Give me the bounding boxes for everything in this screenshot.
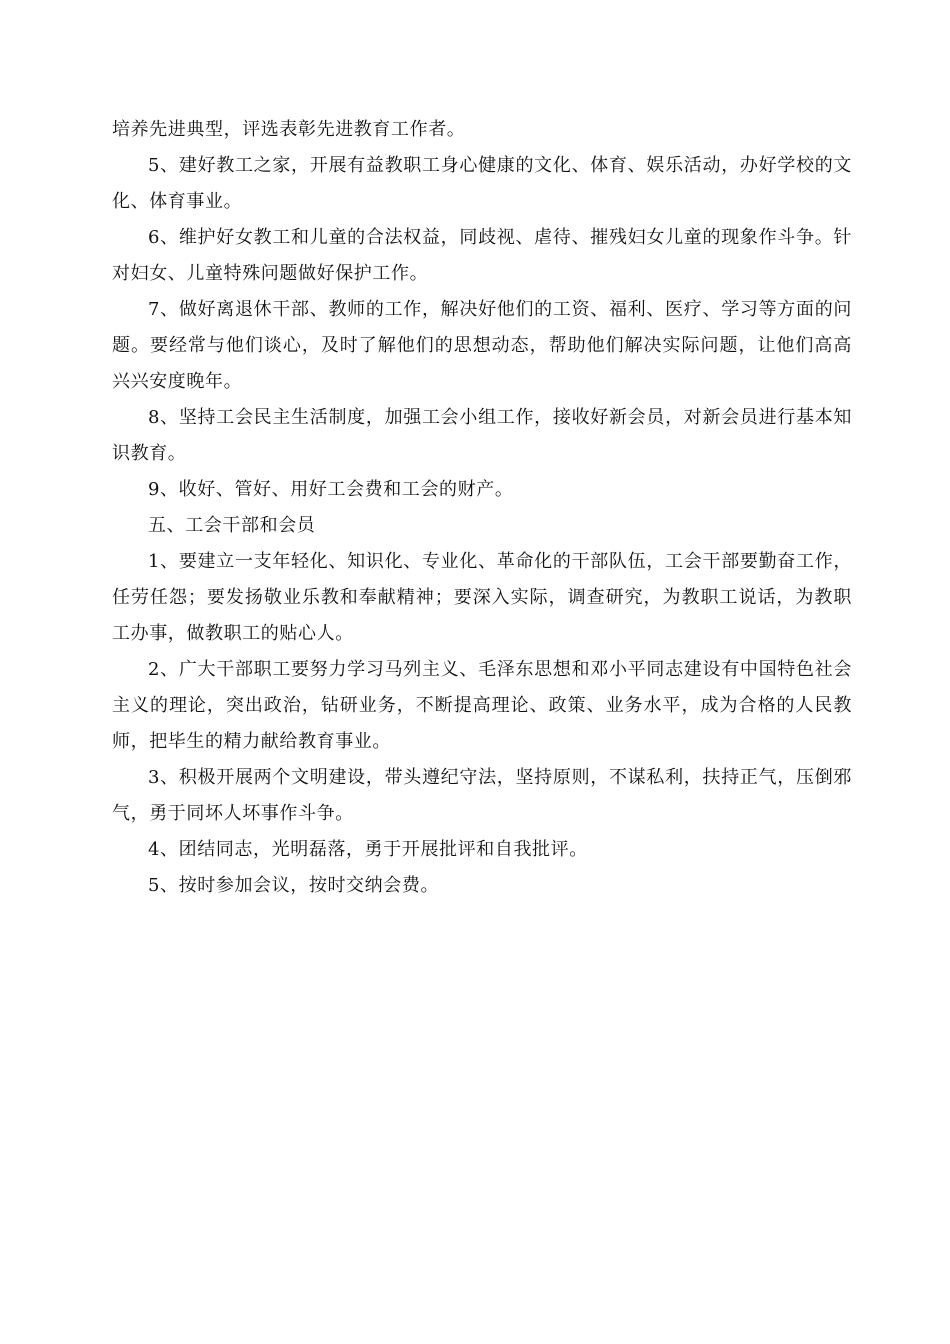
paragraph-item-9-union-fees: 9、收好、管好、用好工会费和工会的财产。 xyxy=(148,479,514,500)
section-heading-cadres-members: 五、工会干部和会员 xyxy=(148,515,316,536)
paragraph-cadre-item-5: 5、按时参加会议，按时交纳会费。 xyxy=(148,875,440,896)
document-body xyxy=(112,112,852,904)
paragraph-continuation: 培养先进典型，评选表彰先进教育工作者。 xyxy=(112,119,466,140)
paragraph-cadre-item-2: 2、广大干部职工要努力学习马列主义、毛泽东思想和邓小平同志建设有中国特色社会主义的理论，突出政治，钻研业务，不断提高理论、政策、业务水平，成为合格的人民教师，把毕生的精力献给教育事业。 xyxy=(112,659,852,752)
paragraph-cadre-item-1: 1、要建立一支年轻化、知识化、专业化、革命化的干部队伍，工会干部要勤奋工作，任劳任怨；要发扬敬业乐教和奉献精神；要深入实际，调查研究，为教职工说话，为教职工办事，做教职工的贴心人。 xyxy=(112,551,852,644)
paragraph-item-8-union-democracy: 8、坚持工会民主生活制度，加强工会小组工作，接收好新会员，对新会员进行基本知识教育。 xyxy=(112,407,852,464)
paragraph-item-6-women-children-rights: 6、维护好女教工和儿童的合法权益，同歧视、虐待、摧残妇女儿童的现象作斗争。针对妇女、儿童特殊问题做好保护工作。 xyxy=(112,227,852,284)
paragraph-item-7-retirees: 7、做好离退休干部、教师的工作，解决好他们的工资、福利、医疗、学习等方面的问题。要经常与他们谈心，及时了解他们的思想动态，帮助他们解决实际问题，让他们高高兴兴安度晚年。 xyxy=(112,299,852,392)
paragraph-cadre-item-4: 4、团结同志，光明磊落，勇于开展批评和自我批评。 xyxy=(148,839,588,860)
paragraph-cadre-item-3: 3、积极开展两个文明建设，带头遵纪守法，坚持原则，不谋私利，扶持正气，压倒邪气，勇于同坏人坏事作斗争。 xyxy=(112,767,852,824)
paragraph-item-5-teachers-home: 5、建好教工之家，开展有益教职工身心健康的文化、体育、娱乐活动，办好学校的文化、体育事业。 xyxy=(112,155,852,212)
